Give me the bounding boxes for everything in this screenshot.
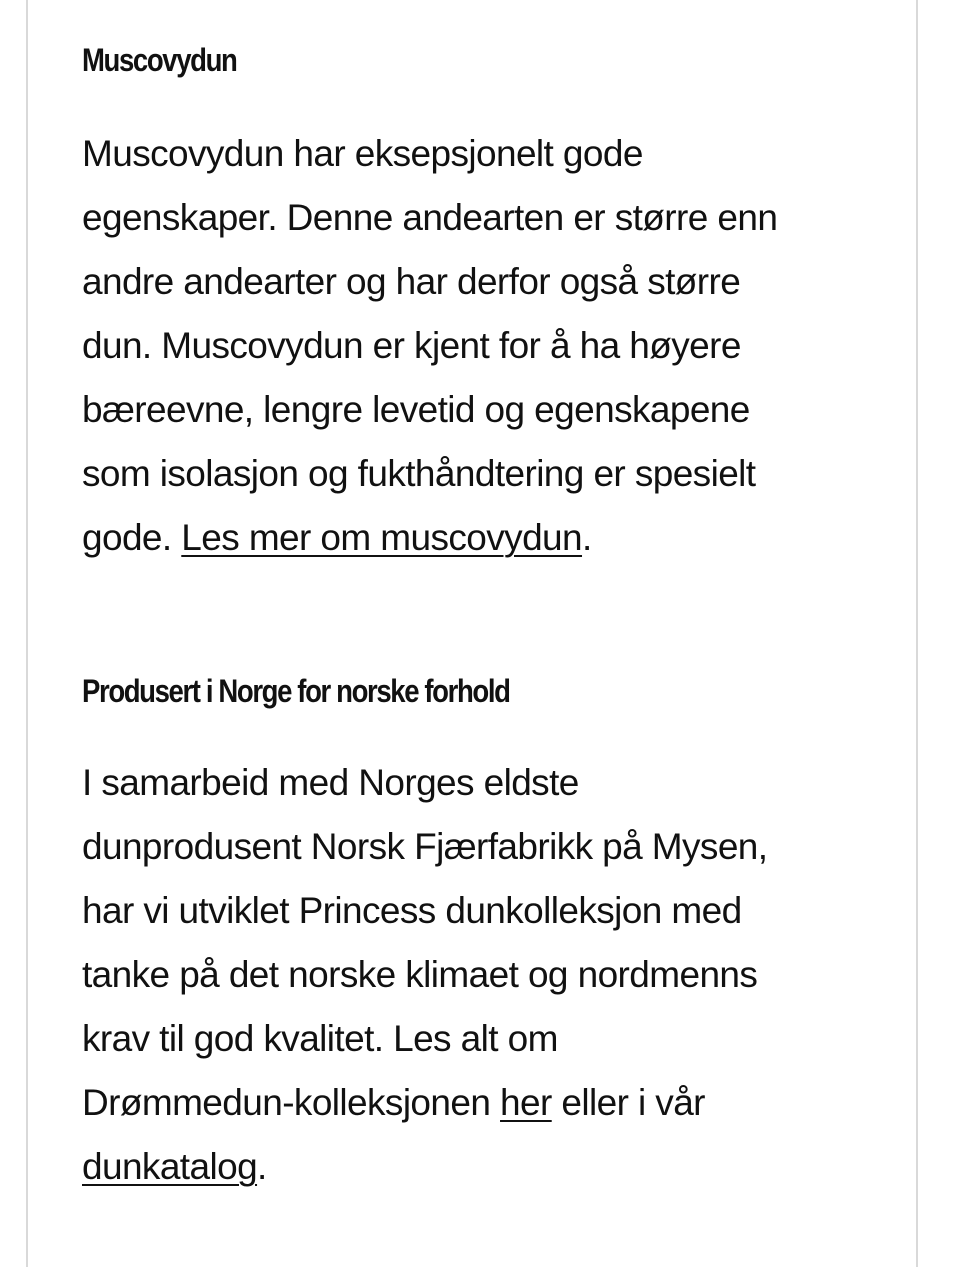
paragraph-line: andre andearter og har derfor også større bbox=[82, 261, 741, 302]
collection-here-link[interactable]: her bbox=[500, 1082, 552, 1123]
paragraph-line: Muscovydun har eksepsjonelt gode bbox=[82, 133, 643, 174]
paragraph-text: eller i vår bbox=[551, 1082, 705, 1123]
paragraph-line: I samarbeid med Norges eldste bbox=[82, 762, 579, 803]
paragraph-text: Drømmedun-kolleksjonen bbox=[82, 1082, 501, 1123]
down-catalog-link[interactable]: dunkatalog bbox=[82, 1146, 258, 1187]
paragraph-text: . bbox=[582, 517, 592, 558]
section-heading-produced-in-norway: Produsert i Norge for norske forhold bbox=[82, 673, 510, 709]
paragraph-line bbox=[82, 1135, 872, 1199]
paragraph-line bbox=[82, 506, 872, 570]
paragraph-text: gode. bbox=[82, 517, 182, 558]
paragraph-line: egenskaper. Denne andearten er større enn bbox=[82, 197, 778, 238]
paragraph-line: dunprodusent Norsk Fjærfabrikk på Mysen, bbox=[82, 826, 768, 867]
section-paragraph-produced-in-norway bbox=[82, 751, 872, 1199]
paragraph-text: . bbox=[257, 1146, 267, 1187]
paragraph-line bbox=[82, 1071, 872, 1135]
section-paragraph-muscovydun bbox=[82, 122, 872, 570]
section-heading-muscovydun: Muscovydun bbox=[82, 42, 237, 78]
paragraph-line: krav til god kvalitet. Les alt om bbox=[82, 1018, 558, 1059]
paragraph-line: som isolasjon og fukthåndtering er spesielt bbox=[82, 453, 756, 494]
paragraph-line: har vi utviklet Princess dunkolleksjon med bbox=[82, 890, 742, 931]
paragraph-line: tanke på det norske klimaet og nordmenns bbox=[82, 954, 758, 995]
paragraph-line: dun. Muscovydun er kjent for å ha høyere bbox=[82, 325, 741, 366]
paragraph-line: bæreevne, lengre levetid og egenskapene bbox=[82, 389, 750, 430]
read-more-muscovydun-link[interactable]: Les mer om muscovydun bbox=[181, 517, 583, 558]
